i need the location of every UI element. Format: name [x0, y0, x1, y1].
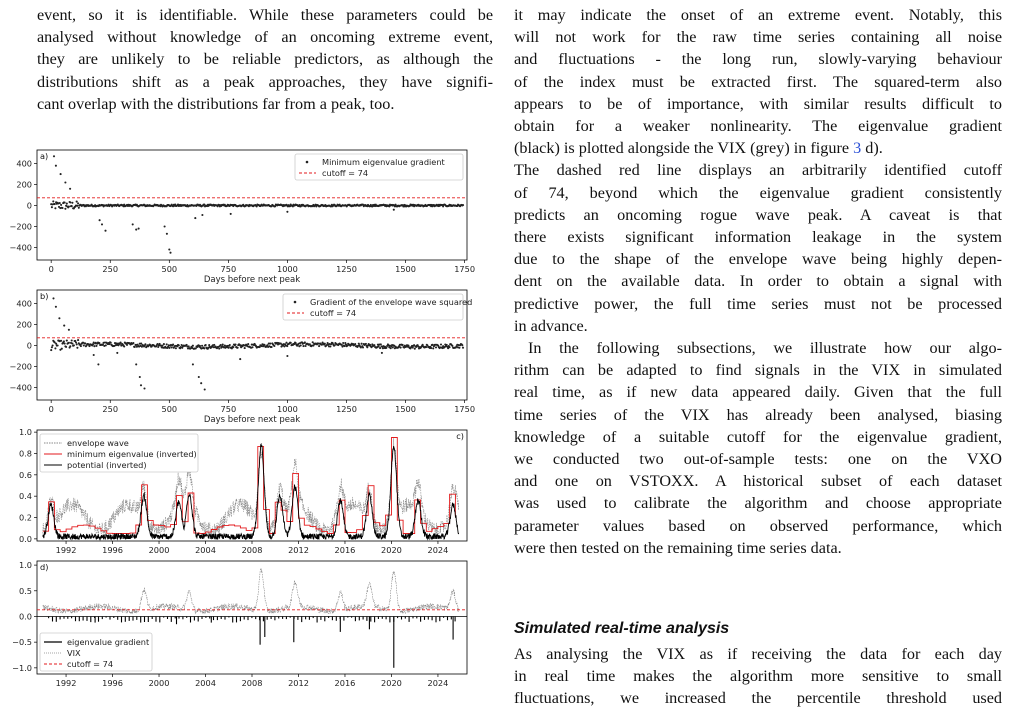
data-point	[204, 388, 206, 390]
data-point	[71, 205, 73, 207]
data-point	[55, 306, 57, 308]
data-point	[402, 344, 404, 346]
legend	[283, 294, 472, 320]
x-tick-label: 500	[161, 264, 178, 274]
data-point	[286, 211, 288, 213]
x-tick-label: 1750	[454, 404, 476, 414]
data-point	[60, 204, 62, 206]
data-point	[390, 347, 392, 349]
data-point	[222, 344, 224, 346]
chart-panel-2	[10, 290, 476, 425]
data-point	[290, 342, 292, 344]
y-tick-label: 0.0	[18, 611, 32, 622]
data-point	[169, 252, 171, 254]
data-point	[54, 207, 56, 209]
data-point	[440, 343, 442, 345]
data-point	[64, 343, 66, 345]
y-tick-label: 0.0	[18, 533, 32, 544]
data-point	[229, 344, 231, 346]
x-tick-label: 1996	[102, 678, 123, 688]
data-point	[164, 225, 166, 227]
y-tick-label: −0.5	[12, 637, 32, 648]
text-line: event, so it is identifiable. While these parameters could be	[37, 6, 493, 24]
text-line: were then tested on the remaining time series data.	[514, 538, 842, 557]
data-point	[244, 347, 246, 349]
data-point	[52, 344, 54, 346]
data-point	[393, 209, 395, 211]
data-point	[379, 347, 381, 349]
text-fragment: d).	[861, 139, 883, 158]
text-line: dent on the available data. In order to obtain a signal with	[514, 272, 1002, 291]
data-point	[51, 346, 53, 348]
data-point	[305, 345, 307, 347]
x-tick-label: 750	[220, 264, 237, 274]
data-point	[414, 348, 416, 350]
data-point	[78, 207, 80, 209]
y-tick-label: −400	[9, 242, 32, 253]
x-tick-label: 500	[161, 404, 178, 414]
data-point	[105, 344, 107, 346]
text-line	[514, 137, 1002, 159]
y-tick-label: 200	[16, 319, 32, 330]
data-point	[116, 352, 118, 354]
data-point	[99, 219, 101, 221]
text-line: parameter values based on observed performance, which	[514, 516, 1002, 535]
x-tick-label: 1750	[454, 264, 476, 274]
data-point	[300, 344, 302, 346]
data-point	[446, 344, 448, 346]
data-point	[230, 213, 232, 215]
x-tick-label: 250	[102, 264, 119, 274]
data-point	[53, 155, 55, 157]
data-point	[135, 229, 137, 231]
right-paragraph-3	[514, 643, 1002, 710]
data-point	[60, 340, 62, 342]
data-point	[123, 345, 125, 347]
data-point	[175, 347, 177, 349]
x-tick-label: 1000	[277, 404, 298, 414]
data-point	[385, 347, 387, 349]
data-point	[63, 325, 65, 327]
data-point	[205, 344, 207, 346]
data-point	[60, 173, 62, 175]
data-point	[286, 355, 288, 357]
data-point	[69, 188, 71, 190]
x-tick-label: 2000	[148, 545, 170, 555]
data-point	[68, 329, 70, 331]
chart-panel-4	[12, 560, 467, 688]
legend-entry: VIX	[67, 648, 81, 658]
data-point	[430, 347, 432, 349]
x-tick-label: 2000	[148, 678, 170, 688]
data-point	[54, 203, 56, 205]
data-point	[273, 345, 275, 347]
x-tick-label: 2024	[427, 678, 449, 688]
text-line: distributions shift as a peak approaches, they have signifi-	[37, 72, 493, 91]
x-tick-label: 1996	[102, 545, 123, 555]
text-fragment: (black) is plotted alongside the VIX (grey) in figure	[514, 139, 850, 158]
data-point	[435, 346, 437, 348]
text-line: predicts an oncoming rogue wave peak. A caveat is that	[514, 205, 1002, 224]
data-point	[381, 352, 383, 354]
text-line: cant overlap with the distributions far from a peak, too.	[37, 94, 395, 113]
data-point	[178, 344, 180, 346]
chart-panel-3	[19, 427, 467, 555]
legend-entry: envelope wave	[67, 438, 129, 448]
data-point	[458, 347, 460, 349]
data-point	[188, 345, 190, 347]
text-line: predictive power, the full time series must not be processed	[514, 294, 1002, 313]
legend-entry: Gradient of the envelope wave squared	[310, 297, 473, 307]
panel-label: b)	[40, 291, 49, 301]
x-tick-label: 1000	[277, 264, 298, 274]
data-point	[75, 341, 77, 343]
data-point	[285, 342, 287, 344]
x-tick-label: 2020	[381, 545, 402, 555]
x-tick-label: 1250	[336, 264, 357, 274]
data-point	[68, 206, 70, 208]
x-tick-label: 1500	[395, 404, 416, 414]
data-point	[448, 346, 450, 348]
data-point	[76, 347, 78, 349]
text-line: of the index must be extracted first. The squared-term also	[514, 72, 1002, 91]
data-point	[65, 346, 67, 348]
x-tick-label: 250	[102, 404, 119, 414]
legend-marker	[294, 301, 297, 304]
legend-entry: cutoff = 74	[67, 659, 114, 669]
data-point	[166, 233, 168, 235]
data-point	[166, 343, 168, 345]
text-line: In the following subsections, we illustrate how our algo-	[528, 339, 1002, 358]
x-tick-label: 2004	[195, 678, 216, 688]
data-point	[392, 346, 394, 348]
text-line: there exists significant information leakage in the system	[514, 228, 1002, 247]
data-point	[76, 343, 78, 345]
x-tick-label: 1992	[55, 678, 77, 688]
figure-reference-link[interactable]: 3	[853, 139, 862, 158]
legend	[295, 154, 463, 180]
data-point	[143, 387, 145, 389]
data-point	[132, 342, 134, 344]
data-point	[61, 207, 63, 209]
legend-entry: cutoff = 74	[310, 308, 357, 318]
x-tick-label: 2008	[241, 545, 263, 555]
legend-entry: Minimum eigenvalue gradient	[322, 157, 445, 167]
data-point	[126, 344, 128, 346]
data-point	[134, 346, 136, 348]
data-point	[451, 345, 453, 347]
x-tick-label: 1992	[55, 545, 77, 555]
text-line: As analysing the VIX as if receiving the data for each day	[514, 645, 1002, 663]
legend-marker	[306, 161, 309, 164]
data-point	[432, 347, 434, 349]
data-point	[461, 344, 463, 346]
data-point	[83, 344, 85, 346]
text-line: time series of the VIX has already been analysed, biasing	[514, 405, 1002, 424]
data-point	[171, 346, 173, 348]
data-point	[59, 202, 61, 204]
data-point	[101, 223, 103, 225]
data-point	[64, 208, 66, 210]
data-point	[378, 346, 380, 348]
y-tick-label: 1.0	[18, 560, 32, 571]
text-line: analysed without knowledge of an oncoming extreme event,	[37, 28, 493, 47]
data-point	[247, 343, 249, 345]
panel-label: a)	[40, 151, 49, 161]
data-point	[203, 347, 205, 349]
data-point	[95, 345, 97, 347]
figure-3	[0, 0, 505, 710]
data-point	[76, 201, 78, 203]
data-point	[400, 347, 402, 349]
x-tick-label: 750	[220, 404, 237, 414]
data-point	[71, 202, 73, 204]
data-point	[412, 347, 414, 349]
legend-entry: cutoff = 74	[322, 168, 369, 178]
data-point	[361, 343, 363, 345]
y-tick-label: −200	[9, 221, 32, 232]
data-point	[69, 201, 71, 203]
data-point	[237, 347, 239, 349]
data-point	[324, 343, 326, 345]
data-point	[342, 342, 344, 344]
x-tick-label: 2012	[288, 678, 309, 688]
data-point	[80, 345, 82, 347]
data-point	[97, 363, 99, 365]
text-line: we conducted two out-of-sample tests: one on the VXO	[514, 450, 1002, 469]
data-point	[57, 344, 59, 346]
x-tick-label: 2008	[241, 678, 263, 688]
data-point	[365, 343, 367, 345]
data-point	[138, 228, 140, 230]
y-tick-label: 400	[16, 158, 32, 169]
legend-entry: eigenvalue gradient	[67, 637, 150, 647]
data-point	[192, 363, 194, 365]
data-point	[199, 345, 201, 347]
data-point	[425, 346, 427, 348]
data-point	[168, 248, 170, 250]
data-point	[69, 345, 71, 347]
data-point	[110, 342, 112, 344]
data-point	[380, 343, 382, 345]
y-tick-label: 0.5	[18, 585, 32, 596]
data-point	[71, 339, 73, 341]
data-point	[71, 343, 73, 345]
text-line: knowledge of a suitable cutoff for the eigenvalue gradient,	[514, 427, 1002, 446]
data-point	[66, 340, 68, 342]
data-point	[104, 230, 106, 232]
data-point	[55, 165, 57, 167]
right-column	[514, 0, 1012, 710]
data-point	[208, 344, 210, 346]
data-point	[227, 347, 229, 349]
chart-panel-1	[10, 150, 476, 285]
data-point	[168, 347, 170, 349]
x-axis-label: Days before next peak	[203, 275, 301, 285]
data-point	[302, 345, 304, 347]
data-point	[50, 349, 52, 351]
text-line: fluctuations, we increased the percentile threshold used	[514, 689, 1002, 708]
data-point	[163, 343, 165, 345]
data-point	[64, 181, 66, 183]
data-point	[234, 344, 236, 346]
data-point	[66, 203, 68, 205]
x-tick-label: 2016	[334, 678, 356, 688]
data-point	[462, 347, 464, 349]
text-line: and one on VSTOXX. A historical subset of each dataset	[514, 472, 1002, 491]
x-tick-label: 1250	[336, 404, 357, 414]
y-tick-label: −400	[9, 382, 32, 393]
left-column	[0, 0, 505, 710]
text-line: it may indicate the onset of an extreme event. Notably, this	[514, 6, 1002, 24]
text-line: of 74, beyond which the eigenvalue gradient consistently	[514, 183, 1002, 202]
data-point	[329, 345, 331, 347]
data-point	[213, 344, 215, 346]
y-tick-label: 0.8	[18, 448, 32, 459]
data-point	[84, 342, 86, 344]
text-line: appears to be of importance, with similar results difficult to	[514, 94, 1002, 113]
x-tick-label: 2004	[195, 545, 216, 555]
data-point	[271, 346, 273, 348]
y-tick-label: −200	[9, 361, 32, 372]
x-tick-label: 2024	[427, 545, 449, 555]
data-point	[232, 346, 234, 348]
x-tick-label: 2016	[334, 545, 356, 555]
text-line: in advance.	[514, 316, 588, 335]
text-line: The dashed red line displays an arbitrarily identified cutoff	[514, 161, 1002, 180]
text-line: in real time makes the algorithm more sensitive to small	[514, 667, 1002, 686]
data-point	[194, 217, 196, 219]
data-point	[63, 340, 65, 342]
data-point	[266, 344, 268, 346]
data-point	[200, 382, 202, 384]
data-point	[52, 200, 54, 202]
legend-entry: minimum eigenvalue (inverted)	[67, 449, 197, 459]
data-point	[304, 341, 306, 343]
y-tick-label: 0	[26, 340, 32, 351]
panel-label: d)	[40, 562, 49, 572]
data-point	[140, 384, 142, 386]
text-line: due to the shape of the envelope wave being highly depen-	[514, 250, 1002, 269]
x-tick-label: 1500	[395, 264, 416, 274]
data-point	[98, 342, 100, 344]
y-tick-label: 400	[16, 298, 32, 309]
right-paragraph-1	[514, 4, 1002, 559]
y-tick-label: 0.6	[18, 469, 32, 480]
data-point	[52, 297, 54, 299]
data-point	[61, 348, 63, 350]
x-tick-label: 0	[48, 404, 54, 414]
x-tick-label: 2020	[381, 678, 402, 688]
data-point	[172, 343, 174, 345]
data-point	[161, 345, 163, 347]
data-point	[198, 376, 200, 378]
data-point	[366, 346, 368, 348]
x-tick-label: 0	[48, 264, 54, 274]
text-line: rithm can be adapted to find signals in the VIX in simulated	[514, 361, 1002, 380]
text-line: and fluctuations - the long run, slowly-varying behaviour	[514, 50, 1002, 69]
panel-label: c)	[456, 431, 464, 441]
data-point	[132, 223, 134, 225]
data-point	[354, 343, 356, 345]
y-tick-label: −1.0	[12, 662, 32, 673]
data-point	[93, 354, 95, 356]
x-axis-label: Days before next peak	[203, 415, 301, 425]
data-point	[286, 345, 288, 347]
data-point	[144, 343, 146, 345]
y-tick-label: 1.0	[18, 427, 32, 438]
data-point	[269, 343, 271, 345]
legend-entry: potential (inverted)	[67, 460, 147, 470]
data-point	[55, 343, 57, 345]
data-point	[239, 358, 241, 360]
data-point	[77, 202, 79, 204]
data-point	[139, 376, 141, 378]
data-point	[462, 204, 464, 206]
legend	[40, 633, 152, 671]
data-point	[68, 342, 70, 344]
data-point	[318, 345, 320, 347]
y-tick-label: 200	[16, 179, 32, 190]
y-tick-label: 0.2	[18, 512, 32, 523]
text-line: they are unlikely to be reliable predictors, as although the	[37, 50, 493, 69]
data-point	[77, 339, 79, 341]
data-point	[54, 347, 56, 349]
data-point	[362, 346, 364, 348]
text-line: obtain for a weaker nonlinearity. The eigenvalue gradient	[514, 117, 1002, 136]
data-point	[135, 363, 137, 365]
legend	[40, 434, 198, 472]
x-tick-label: 2012	[288, 545, 309, 555]
text-line: will not work for the raw time series containing all noise	[514, 28, 1002, 47]
data-point	[73, 344, 75, 346]
data-point	[76, 205, 78, 207]
data-point	[201, 214, 203, 216]
data-point	[373, 344, 375, 346]
data-point	[218, 348, 220, 350]
y-tick-label: 0	[26, 200, 32, 211]
subsection-heading: Simulated real-time analysis	[514, 620, 730, 637]
series-vix	[43, 568, 459, 613]
data-point	[58, 317, 60, 319]
text-line: real time, as if new data appeared daily. Given that the full	[514, 383, 1002, 402]
text-line: was used to calibrate the algorithm and choose appropriate	[514, 494, 1002, 513]
data-point	[201, 345, 203, 347]
data-point	[192, 345, 194, 347]
data-point	[93, 345, 95, 347]
data-point	[51, 206, 53, 208]
data-point	[251, 346, 253, 348]
data-point	[64, 202, 66, 204]
y-tick-label: 0.4	[18, 491, 32, 502]
